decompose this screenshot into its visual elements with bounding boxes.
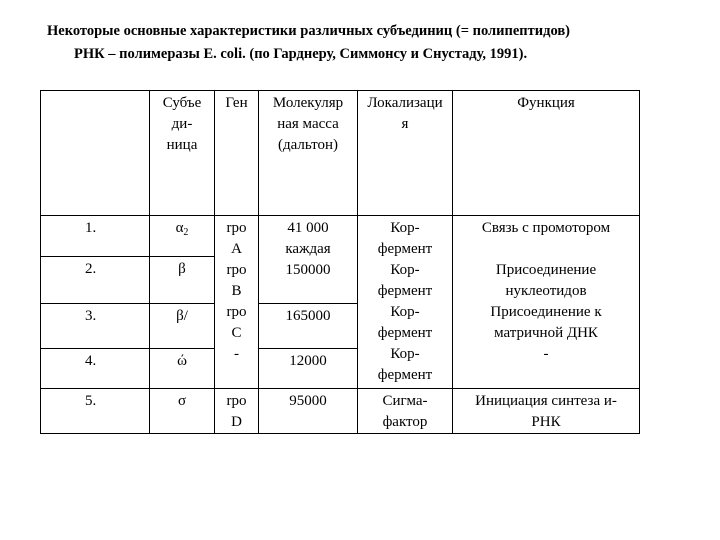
subunit-cell: ώ — [150, 349, 215, 389]
row-number: 1. — [41, 216, 150, 257]
subunit-cell: β — [150, 257, 215, 304]
document-title — [0, 20, 720, 66]
subunit-cell: σ — [150, 389, 215, 434]
mass-cell: 165000 — [259, 304, 358, 349]
mass-cell: 95000 — [259, 389, 358, 434]
table-row — [41, 389, 640, 434]
subunit-table — [40, 90, 640, 434]
header-row — [41, 91, 640, 216]
function-cell-block: Связь с промотором Присоединение нуклеотидов Присоединение к матричной ДНК - — [453, 216, 640, 389]
row-number: 5. — [41, 389, 150, 434]
subunit-cell: β/ — [150, 304, 215, 349]
header-location: Локализаци я — [358, 91, 453, 216]
location-cell-block: Кор- фермент Кор- фермент Кор- фермент Кор- фермент — [358, 216, 453, 389]
header-mass: Молекуляр ная масса (дальтон) — [259, 91, 358, 216]
row-number: 4. — [41, 349, 150, 389]
subunit-cell: $\alpha_2$ — [150, 216, 215, 257]
table-row — [41, 216, 640, 257]
location-cell: Сигма- фактор — [358, 389, 453, 434]
gene-cell-block: rpo A rpo B rpo C - — [215, 216, 259, 389]
gene-cell: rpo D — [215, 389, 259, 434]
row-number: 2. — [41, 257, 150, 304]
header-number — [41, 91, 150, 216]
mass-cell: 12000 — [259, 349, 358, 389]
header-function: Функция — [453, 91, 640, 216]
function-cell: Инициация синтеза и- РНК — [453, 389, 640, 434]
title-line-1: Некоторые основные характеристики различных субъединиц (= полипептидов) — [47, 23, 571, 39]
mass-cell-block: 41 000 каждая 150000 — [259, 216, 358, 304]
header-subunit: Субъе ди- ница — [150, 91, 215, 216]
header-gene: Ген — [215, 91, 259, 216]
title-line-2: РНК – полимеразы E. coli. (по Гарднеру, Симмонсу и Снустаду, 1991). — [74, 46, 528, 62]
row-number: 3. — [41, 304, 150, 349]
